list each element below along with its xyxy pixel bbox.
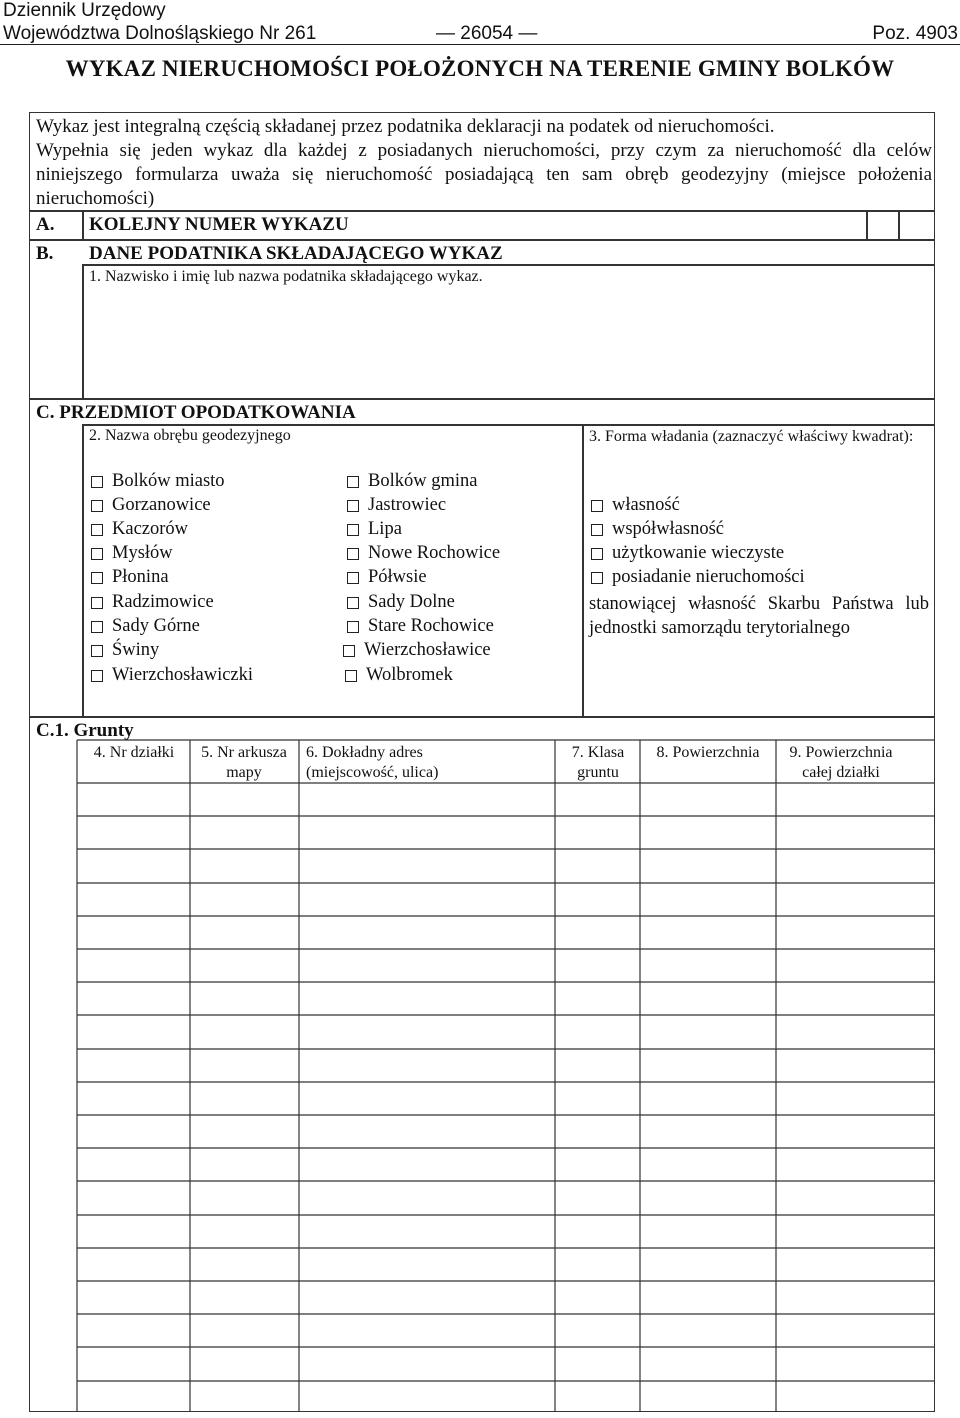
precinct-option[interactable]: Wierzchosławiczki	[91, 665, 253, 686]
section-b-letter: B.	[36, 243, 54, 264]
precinct-option[interactable]: Wierzchosławice	[343, 640, 491, 661]
document-title: WYKAZ NIERUCHOMOŚCI POŁOŻONYCH NA TERENIE GMINY BOLKÓW	[65, 56, 895, 81]
section-c-title: C. PRZEDMIOT OPODATKOWANIA	[36, 402, 356, 423]
column-header: 7. Klasa gruntu	[571, 744, 625, 781]
column-header: 5. Nr arkusza mapy	[201, 744, 287, 781]
section-a-letter: A.	[36, 214, 55, 235]
ownership-option[interactable]: użytkowanie wieczyste	[591, 543, 784, 564]
ownership-label: 3. Forma władania (zaznaczyć właściwy kwadrat):	[589, 428, 914, 445]
precinct-option[interactable]: Bolków miasto	[91, 471, 225, 492]
precinct-label: 2. Nazwa obrębu geodezyjnego	[89, 427, 291, 444]
column-header: 8. Powierzchnia	[656, 744, 760, 761]
column-header: 4. Nr działki	[93, 744, 175, 761]
journal-title: Dziennik Urzędowy	[3, 0, 166, 21]
precinct-option[interactable]: Mysłów	[91, 543, 173, 564]
precinct-option[interactable]: Sady Górne	[91, 616, 200, 637]
precinct-option[interactable]: Półwsie	[347, 567, 427, 588]
precinct-option[interactable]: Lipa	[347, 519, 402, 540]
ownership-option[interactable]: posiadanie nieruchomości	[591, 567, 805, 588]
precinct-option[interactable]: Bolków gmina	[347, 471, 477, 492]
precinct-option[interactable]: Gorzanowice	[91, 495, 211, 516]
ownership-option[interactable]: własność	[591, 495, 680, 516]
page-number: — 26054 —	[436, 23, 538, 44]
precinct-option[interactable]: Radzimowice	[91, 592, 214, 613]
ownership-option[interactable]: współwłasność	[591, 519, 724, 540]
column-header: 9. Powierzchnia całej działki	[789, 744, 893, 781]
precinct-option[interactable]: Kaczorów	[91, 519, 188, 540]
position-number: Poz. 4903	[872, 23, 958, 44]
precinct-option[interactable]: Płonina	[91, 567, 169, 588]
voivodeship-issue: Województwa Dolnośląskiego Nr 261	[3, 23, 317, 44]
precinct-option[interactable]: Sady Dolne	[347, 592, 455, 613]
intro-line-1: Wykaz jest integralną częścią składanej przez podatnika deklaracji na podatek od nieruchomości.	[36, 116, 775, 137]
intro-line-2: Wypełnia się jeden wykaz dla każdej z posiadanych nieruchomości, przy czym za nieruchomość dla celów niniejszego formularza uważa się nieruchomość posiadającą ten sam obręb geodezyjny (miejsce położenia nieruchomości)	[36, 140, 932, 209]
section-c1-title: C.1. Grunty	[36, 720, 134, 741]
precinct-option[interactable]: Jastrowiec	[347, 495, 446, 516]
ownership-note: stanowiącej własność Skarbu Państwa lub jednostki samorządu terytorialnego	[589, 594, 929, 638]
precinct-option[interactable]: Wolbromek	[345, 665, 453, 686]
section-b-title: DANE PODATNIKA SKŁADAJĄCEGO WYKAZ	[89, 243, 503, 264]
section-a-title: KOLEJNY NUMER WYKAZU	[89, 214, 349, 235]
precinct-option[interactable]: Świny	[91, 640, 159, 661]
column-header: 6. Dokładny adres (miejscowość, ulica)	[306, 744, 439, 781]
taxpayer-name-label: 1. Nazwisko i imię lub nazwa podatnika składającego wykaz.	[89, 268, 483, 285]
precinct-option[interactable]: Stare Rochowice	[347, 616, 494, 637]
precinct-option[interactable]: Nowe Rochowice	[347, 543, 500, 564]
